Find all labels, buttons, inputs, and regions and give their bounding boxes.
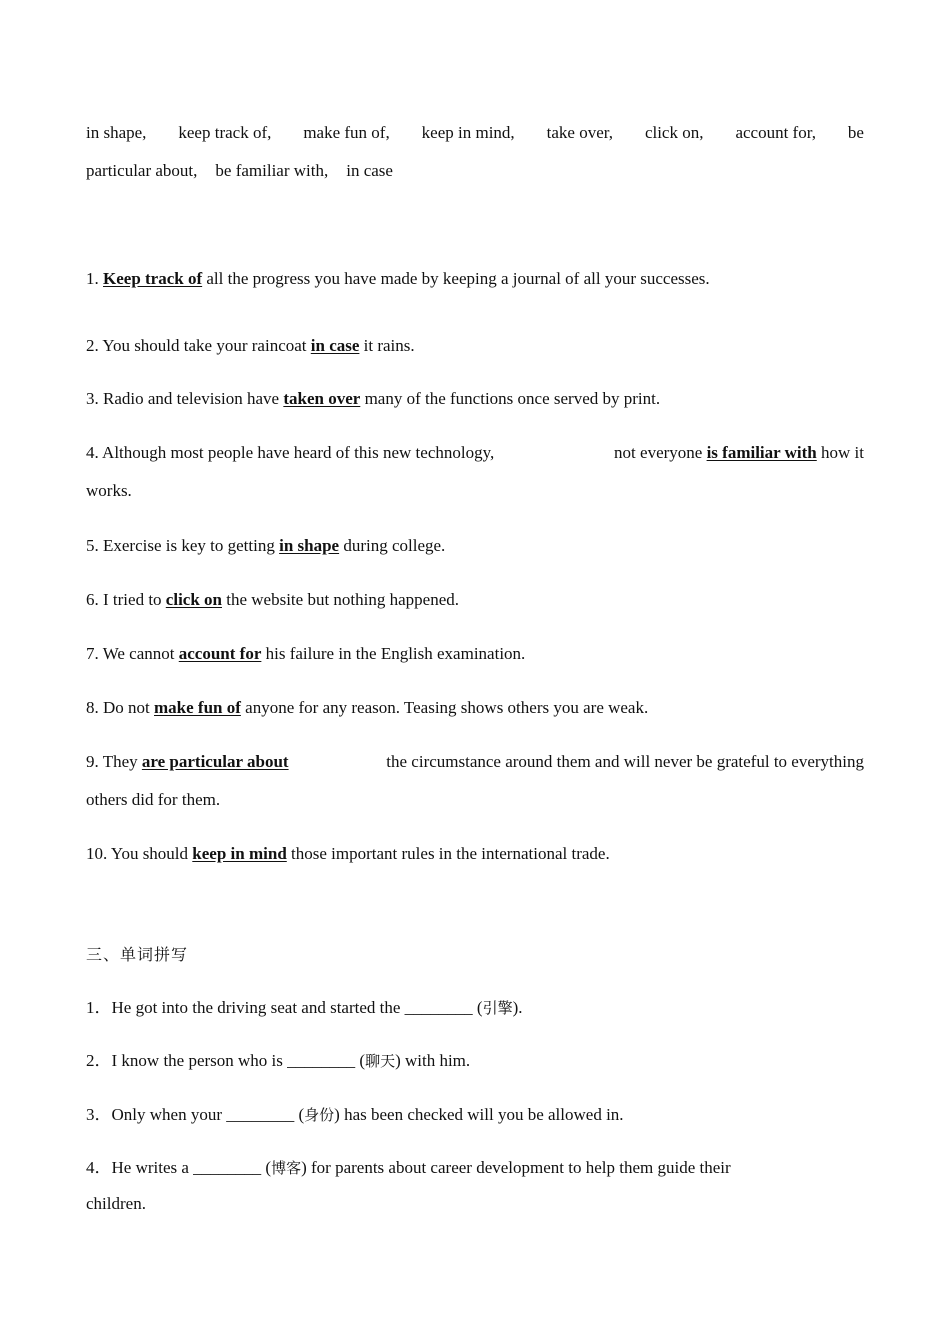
word-bank-item: make fun of, (303, 123, 390, 142)
word-bank-item: keep in mind, (421, 123, 515, 142)
sentence-5: 5. Exercise is key to getting in shape during college. (86, 536, 446, 555)
word-bank-item: click on, (644, 123, 704, 142)
word-bank-item: be familiar with, (215, 161, 329, 180)
sentence-6: 6. I tried to click on the website but nothing happened. (86, 590, 460, 609)
chinese-hint: 身份 (304, 1106, 335, 1124)
sentence-3: 3. Radio and television have taken over many of the functions once served by print. (86, 389, 661, 408)
spelling-item-4-continued: children. (86, 1194, 146, 1213)
word-bank-row-2 (86, 152, 864, 190)
sentence-8: 8. Do not make fun of anyone for any reason. Teasing shows others you are weak. (86, 698, 649, 717)
answer-text: click on (165, 590, 222, 609)
sentence-4: 4. Although most people have heard of this new technology, not everyone is familiar with how it (86, 443, 864, 462)
word-bank-item: in shape, (86, 123, 147, 142)
word-bank-item: be (847, 123, 864, 142)
answer-text: are particular about (141, 752, 289, 771)
answer-text: keep in mind (192, 844, 287, 863)
spelling-item-2: 2．I know the person who is ________ (聊天) with him. (86, 1051, 471, 1070)
spelling-item-3: 3．Only when your ________ (身份) has been checked will you be allowed in. (86, 1105, 624, 1124)
sentence-7: 7. We cannot account for his failure in the English examination. (86, 644, 526, 663)
chinese-hint: 引擎 (482, 999, 513, 1017)
sentence-4-continued: works. (86, 481, 132, 500)
sentence-1: 1. Keep track of all the progress you have made by keeping a journal of all your successes. (86, 269, 710, 288)
word-bank-item: keep track of, (178, 123, 272, 142)
sentence-9-continued: others did for them. (86, 790, 221, 809)
answer-text: account for (178, 644, 262, 663)
word-bank-item: take over, (546, 123, 613, 142)
chinese-hint: 博客 (271, 1159, 302, 1177)
answer-text: taken over (283, 389, 361, 408)
word-bank-row-1 (86, 114, 864, 152)
answer-text: make fun of (154, 698, 241, 717)
answer-text: is familiar with (706, 443, 817, 462)
word-bank-item: in case (346, 161, 393, 180)
word-bank-item: particular about, (86, 161, 198, 180)
sentence-9: 9. They are particular about the circumstance around them and will never be grateful to everything (86, 752, 864, 771)
answer-text: Keep track of (103, 269, 203, 288)
word-bank-item: account for, (735, 123, 816, 142)
chinese-hint: 聊天 (365, 1052, 396, 1070)
sentence-2: 2. You should take your raincoat in case it rains. (86, 336, 415, 355)
answer-text: in shape (279, 536, 340, 555)
sentence-10: 10. You should keep in mind those important rules in the international trade. (86, 844, 610, 863)
section-title: 三、单词拼写 (86, 945, 189, 964)
spelling-item-4: 4．He writes a ________ (博客) for parents about career development to help them guide their (86, 1158, 731, 1177)
answer-text: in case (310, 336, 360, 355)
spelling-item-1: 1．He got into the driving seat and started the ________ (引擎). (86, 998, 523, 1017)
